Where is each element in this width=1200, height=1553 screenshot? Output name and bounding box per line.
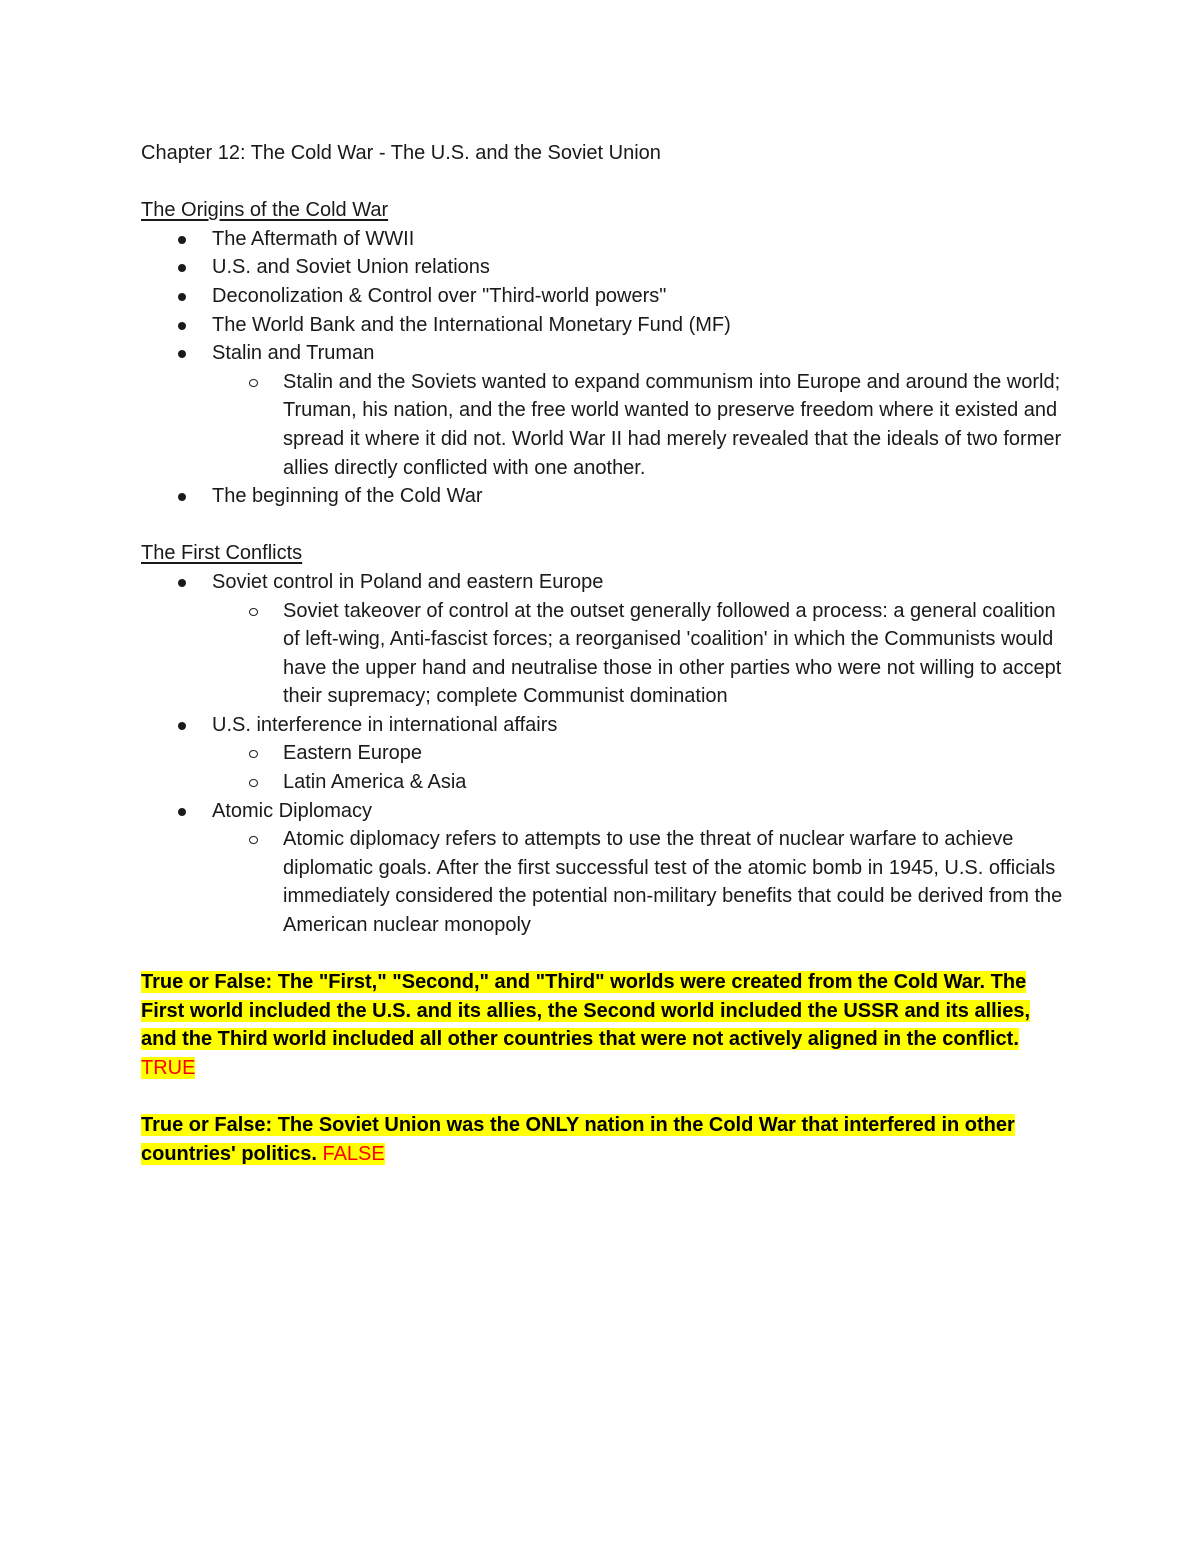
true-false-question: [141, 968, 1066, 1082]
sub-list-item-text: Stalin and the Soviets wanted to expand communism into Europe and around the world; Truman, his nation, and the free world wanted to preserve freedom where it existed and spread it where it did not. World War II had merely revealed that the ideals of two former allies directly conflicted with one another.: [283, 370, 1062, 479]
list-item-text: The Aftermath of WWII: [212, 227, 415, 250]
sub-list-item: [141, 597, 1071, 711]
sub-list-item: [141, 825, 1071, 939]
list-item-text: The beginning of the Cold War: [212, 485, 483, 508]
section-first-conflicts: [141, 539, 1071, 939]
bullet-dot-icon: [178, 579, 186, 587]
sub-list-item: [141, 368, 1071, 482]
sub-list-item-text: Soviet takeover of control at the outset generally followed a process: a general coalition of left-wing, Anti-fascist forces; a reorganised 'coalition' in which the Communists would have the upper hand and neutralise those in other parties who were not willing to accept their supremacy; complete Communist domination: [283, 599, 1062, 708]
bullet-circle-icon: [249, 608, 258, 616]
list-item: [141, 711, 1071, 740]
bullet-dot-icon: [178, 322, 186, 330]
list-item: [141, 482, 1071, 511]
true-false-question: [141, 1111, 1066, 1168]
sub-list-item: [141, 739, 1071, 768]
sub-list-item: [141, 768, 1071, 797]
bullet-circle-icon: [249, 836, 258, 844]
bullet-dot-icon: [178, 264, 186, 272]
sub-list-item-text: Atomic diplomacy refers to attempts to use the threat of nuclear warfare to achieve diplomatic goals. After the first successful test of the atomic bomb in 1945, U.S. officials immediately considered the potential non-military benefits that could be derived from the American nuclear monopoly: [283, 828, 1063, 937]
bullet-dot-icon: [178, 293, 186, 301]
bullet-list: [141, 568, 1071, 940]
bullet-dot-icon: [178, 722, 186, 730]
section-heading: The First Conflicts: [141, 542, 303, 565]
question-text: True or False: The "First," "Second," and "Third" worlds were created from the Cold War. The First world included the U.S. and its allies, the Second world included the USSR and its allies, and the Third world included all other countries that were not actively aligned in the conflict.: [141, 971, 1031, 1051]
document-title: Chapter 12: The Cold War - The U.S. and the Soviet Union: [141, 142, 661, 164]
list-item-text: Deconolization & Control over "Third-world powers": [212, 284, 667, 307]
bullet-dot-icon: [178, 350, 186, 358]
list-item-text: Atomic Diplomacy: [212, 799, 373, 822]
sub-list-item-text: Eastern Europe: [283, 742, 422, 765]
bullet-circle-icon: [249, 750, 258, 758]
bullet-dot-icon: [178, 808, 186, 816]
list-item: [141, 568, 1071, 597]
list-item: [141, 311, 1071, 340]
section-origins: [141, 196, 1071, 511]
list-item: [141, 797, 1071, 826]
list-item-text: U.S. interference in international affairs: [212, 713, 558, 736]
list-item: [141, 339, 1071, 368]
list-item: [141, 225, 1071, 254]
list-item: [141, 282, 1071, 311]
question-text: True or False: The Soviet Union was the ONLY nation in the Cold War that interfered in other countries' politics.: [141, 1114, 1015, 1165]
bullet-list: [141, 225, 1071, 511]
answer-text: TRUE: [141, 1057, 196, 1079]
bullet-circle-icon: [249, 379, 258, 387]
bullet-dot-icon: [178, 493, 186, 501]
list-item-text: U.S. and Soviet Union relations: [212, 256, 490, 279]
list-item-text: Stalin and Truman: [212, 342, 375, 365]
bullet-dot-icon: [178, 236, 186, 244]
section-heading: The Origins of the Cold War: [141, 199, 389, 222]
list-item: [141, 253, 1071, 282]
answer-text: FALSE: [322, 1142, 385, 1165]
list-item-text: Soviet control in Poland and eastern Europe: [212, 570, 604, 593]
sub-list-item-text: Latin America & Asia: [283, 771, 467, 794]
list-item-text: The World Bank and the International Monetary Fund (MF): [212, 313, 731, 336]
document-page: [141, 139, 1071, 1168]
bullet-circle-icon: [249, 779, 258, 787]
